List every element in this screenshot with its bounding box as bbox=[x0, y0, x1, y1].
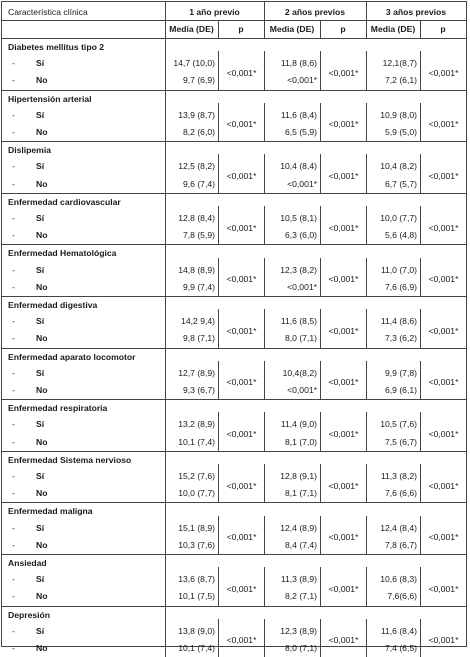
p-value: <0,001* bbox=[226, 67, 257, 78]
group-vline bbox=[165, 399, 166, 451]
group-vline bbox=[320, 309, 321, 347]
media-value: <0,001* bbox=[287, 75, 317, 86]
row-label: Sí bbox=[36, 264, 45, 275]
group-vline bbox=[218, 412, 219, 450]
p-value: <0,001* bbox=[328, 377, 359, 388]
group-separator bbox=[2, 90, 466, 91]
media-value: 12,8 (9,1) bbox=[280, 471, 317, 481]
header-subline bbox=[2, 20, 466, 21]
group-title: Enfermedad Sistema nervioso bbox=[8, 454, 132, 465]
group-title: Enfermedad aparato locomotor bbox=[8, 351, 136, 362]
media-value: 8,2 (6,0) bbox=[182, 127, 215, 137]
group-vline bbox=[264, 516, 265, 554]
group-vline bbox=[264, 258, 265, 296]
media-value: 9,7 (6,9) bbox=[182, 75, 215, 86]
media-value: 7,5 (6,7) bbox=[384, 436, 417, 447]
row-label: Sí bbox=[36, 58, 45, 69]
group-vline bbox=[165, 451, 166, 503]
group-separator bbox=[2, 244, 466, 245]
row-dash: - bbox=[12, 109, 15, 120]
group-vline bbox=[218, 206, 219, 244]
media-value: 15,1 (8,9) bbox=[178, 522, 215, 533]
media-value: 8,1 (7,1) bbox=[284, 488, 317, 499]
media-value: 6,9 (6,1) bbox=[384, 385, 417, 395]
group-vline bbox=[420, 516, 421, 554]
group-vline bbox=[366, 206, 367, 244]
group-vline bbox=[165, 141, 166, 193]
header-media-2: Media (DE) bbox=[269, 24, 315, 34]
group-vline bbox=[264, 206, 265, 244]
row-dash: - bbox=[12, 625, 15, 636]
p-value: <0,001* bbox=[328, 222, 359, 233]
row-dash: - bbox=[12, 539, 15, 550]
media-value: 12,4 (8,9) bbox=[280, 522, 317, 533]
row-dash: - bbox=[12, 488, 15, 499]
header-vline-5 bbox=[320, 20, 321, 38]
row-label: Sí bbox=[36, 109, 45, 120]
p-value: <0,001* bbox=[428, 377, 459, 388]
media-value: 5,6 (4,8) bbox=[384, 230, 417, 241]
media-value: <0,001* bbox=[287, 178, 317, 189]
row-label: No bbox=[36, 127, 48, 137]
p-value: <0,001* bbox=[226, 377, 257, 388]
group-vline bbox=[420, 619, 421, 657]
media-value: 11,6 (8,4) bbox=[380, 625, 417, 636]
group-vline bbox=[366, 103, 367, 141]
media-value: 7,8 (6,7) bbox=[384, 539, 417, 550]
group-vline bbox=[218, 464, 219, 502]
media-value: 8,2 (7,1) bbox=[284, 591, 317, 602]
group-vline bbox=[165, 554, 166, 606]
media-value: 11,6 (8,5) bbox=[280, 316, 317, 327]
media-value: 7,2 (6,1) bbox=[384, 75, 417, 86]
group-vline bbox=[218, 258, 219, 296]
p-value: <0,001* bbox=[226, 583, 257, 594]
row-dash: - bbox=[12, 385, 15, 395]
group-vline bbox=[320, 464, 321, 502]
group-vline bbox=[264, 154, 265, 192]
group-vline bbox=[420, 51, 421, 89]
media-value: 8,0 (7,1) bbox=[284, 643, 317, 653]
group-vline bbox=[366, 258, 367, 296]
p-value: <0,001* bbox=[328, 325, 359, 336]
p-value: <0,001* bbox=[226, 635, 257, 646]
group-vline bbox=[366, 619, 367, 657]
group-vline bbox=[420, 206, 421, 244]
row-label: Sí bbox=[36, 161, 45, 172]
group-vline bbox=[320, 51, 321, 89]
header-characteristic: Característica clínica bbox=[8, 7, 88, 17]
row-label: Sí bbox=[36, 213, 45, 223]
p-value: <0,001* bbox=[428, 583, 459, 594]
media-value: 12,8 (8,4) bbox=[178, 213, 215, 223]
group-title: Depresión bbox=[8, 609, 51, 620]
header-p-1: p bbox=[238, 24, 244, 34]
row-dash: - bbox=[12, 178, 15, 189]
media-value: 5,9 (5,0) bbox=[384, 127, 417, 137]
media-value: 7,8 (5,9) bbox=[182, 230, 215, 241]
group-separator bbox=[2, 141, 466, 142]
row-label: No bbox=[36, 385, 48, 395]
p-value: <0,001* bbox=[328, 119, 359, 130]
group-vline bbox=[264, 464, 265, 502]
group-vline bbox=[165, 348, 166, 400]
p-value: <0,001* bbox=[328, 635, 359, 646]
media-value: 8,0 (7,1) bbox=[284, 333, 317, 344]
media-value: <0,001* bbox=[287, 281, 317, 292]
header-p-2: p bbox=[340, 24, 346, 34]
group-title: Hipertensión arterial bbox=[8, 93, 92, 104]
row-dash: - bbox=[12, 161, 15, 172]
group-vline bbox=[165, 90, 166, 142]
row-dash: - bbox=[12, 436, 15, 447]
p-value: <0,001* bbox=[428, 119, 459, 130]
p-value: <0,001* bbox=[328, 67, 359, 78]
header-vline-4 bbox=[218, 20, 219, 38]
p-value: <0,001* bbox=[226, 532, 257, 543]
row-dash: - bbox=[12, 522, 15, 533]
media-value: 10,5 (8,1) bbox=[280, 213, 317, 223]
media-value: 15,2 (7,6) bbox=[178, 471, 215, 481]
p-value: <0,001* bbox=[226, 171, 257, 181]
media-value: 11,4 (9,0) bbox=[280, 419, 317, 430]
media-value: 9,9 (7,8) bbox=[384, 367, 417, 378]
header-vline-3 bbox=[366, 2, 367, 38]
group-vline bbox=[366, 51, 367, 89]
media-value: 10,0 (7,7) bbox=[380, 213, 417, 223]
group-vline bbox=[320, 567, 321, 605]
media-value: 8,1 (7,0) bbox=[284, 436, 317, 447]
media-value: 7,6 (6,6) bbox=[384, 488, 417, 499]
row-label: Sí bbox=[36, 367, 45, 378]
group-vline bbox=[218, 619, 219, 657]
header-vline-2 bbox=[264, 2, 265, 38]
group-vline bbox=[264, 103, 265, 141]
media-value: 11,4 (8,6) bbox=[380, 316, 417, 327]
row-label: Sí bbox=[36, 625, 45, 636]
row-label: Sí bbox=[36, 471, 45, 481]
group-vline bbox=[320, 619, 321, 657]
group-title: Enfermedad respiratoria bbox=[8, 403, 108, 414]
media-value: 14,7 (10,0) bbox=[173, 58, 215, 69]
media-value: 11,3 (8,2) bbox=[380, 471, 417, 481]
p-value: <0,001* bbox=[328, 171, 359, 181]
group-vline bbox=[165, 606, 166, 657]
media-value: 12,5 (8,2) bbox=[178, 161, 215, 172]
group-title: Diabetes mellitus tipo 2 bbox=[8, 42, 104, 52]
group-vline bbox=[218, 361, 219, 399]
group-separator bbox=[2, 502, 466, 503]
row-label: No bbox=[36, 436, 48, 447]
media-value: 6,7 (5,7) bbox=[384, 178, 417, 189]
row-dash: - bbox=[12, 333, 15, 344]
group-vline bbox=[420, 309, 421, 347]
p-value: <0,001* bbox=[428, 480, 459, 491]
p-value: <0,001* bbox=[226, 222, 257, 233]
row-dash: - bbox=[12, 471, 15, 481]
row-label: No bbox=[36, 281, 48, 292]
row-label: No bbox=[36, 539, 48, 550]
media-value: 13,2 (8,9) bbox=[178, 419, 215, 430]
group-vline bbox=[218, 103, 219, 141]
group-vline bbox=[366, 154, 367, 192]
group-vline bbox=[366, 464, 367, 502]
group-vline bbox=[320, 516, 321, 554]
media-value: 10,1 (7,5) bbox=[178, 591, 215, 602]
p-value: <0,001* bbox=[428, 67, 459, 78]
group-vline bbox=[320, 206, 321, 244]
header-p-3: p bbox=[440, 24, 446, 34]
group-separator bbox=[2, 399, 466, 400]
group-vline bbox=[218, 309, 219, 347]
media-value: 14,8 (8,9) bbox=[178, 264, 215, 275]
group-vline bbox=[420, 103, 421, 141]
header-bottom-line bbox=[2, 38, 466, 39]
media-value: 7,6(6,6) bbox=[387, 591, 417, 602]
row-label: No bbox=[36, 333, 48, 344]
row-label: No bbox=[36, 643, 48, 653]
row-dash: - bbox=[12, 58, 15, 69]
media-value: 10,4 (8,4) bbox=[280, 161, 317, 172]
group-separator bbox=[2, 554, 466, 555]
group-separator bbox=[2, 606, 466, 607]
row-dash: - bbox=[12, 75, 15, 86]
row-label: No bbox=[36, 230, 48, 241]
media-value: 9,9 (7,4) bbox=[182, 281, 215, 292]
row-dash: - bbox=[12, 574, 15, 585]
media-value: 10,3 (7,6) bbox=[178, 539, 215, 550]
group-vline bbox=[264, 309, 265, 347]
row-dash: - bbox=[12, 591, 15, 602]
media-value: 12,7 (8,9) bbox=[178, 367, 215, 378]
media-value: 12,1(8,7) bbox=[382, 58, 417, 69]
row-label: Sí bbox=[36, 574, 45, 585]
group-title: Enfermedad digestiva bbox=[8, 300, 98, 310]
group-vline bbox=[165, 193, 166, 245]
media-value: 10,1 (7,4) bbox=[178, 436, 215, 447]
header-vline-6 bbox=[420, 20, 421, 38]
media-value: 13,6 (8,7) bbox=[178, 574, 215, 585]
header-media-1: Media (DE) bbox=[169, 24, 214, 34]
group-vline bbox=[320, 258, 321, 296]
group-vline bbox=[264, 361, 265, 399]
header-media-3: Media (DE) bbox=[370, 24, 416, 34]
group-title: Enfermedad maligna bbox=[8, 506, 93, 517]
group-vline bbox=[264, 567, 265, 605]
group-vline bbox=[264, 51, 265, 89]
media-value: 8,4 (7,4) bbox=[284, 539, 317, 550]
p-value: <0,001* bbox=[226, 274, 257, 285]
row-dash: - bbox=[12, 213, 15, 223]
media-value: 12,3 (8,2) bbox=[280, 264, 317, 275]
row-dash: - bbox=[12, 230, 15, 241]
p-value: <0,001* bbox=[226, 119, 257, 130]
group-vline bbox=[420, 154, 421, 192]
media-value: 9,3 (6,7) bbox=[182, 385, 215, 395]
group-vline bbox=[320, 361, 321, 399]
group-vline bbox=[165, 244, 166, 296]
group-vline bbox=[264, 619, 265, 657]
group-vline bbox=[366, 516, 367, 554]
media-value: 10,1 (7,4) bbox=[178, 643, 215, 653]
media-value: 7,6 (6,9) bbox=[384, 281, 417, 292]
p-value: <0,001* bbox=[328, 583, 359, 594]
group-title: Ansiedad bbox=[8, 558, 47, 568]
media-value: 6,3 (6,0) bbox=[284, 230, 317, 241]
p-value: <0,001* bbox=[428, 325, 459, 336]
group-vline bbox=[264, 412, 265, 450]
media-value: 10,5 (7,6) bbox=[380, 419, 417, 430]
media-value: 13,8 (9,0) bbox=[178, 625, 215, 636]
group-vline bbox=[320, 103, 321, 141]
media-value: 10,0 (7,7) bbox=[178, 488, 215, 499]
group-vline bbox=[420, 361, 421, 399]
p-value: <0,001* bbox=[226, 429, 257, 439]
p-value: <0,001* bbox=[428, 532, 459, 543]
row-dash: - bbox=[12, 316, 15, 327]
row-dash: - bbox=[12, 281, 15, 292]
row-dash: - bbox=[12, 419, 15, 430]
group-separator bbox=[2, 348, 466, 349]
p-value: <0,001* bbox=[328, 429, 359, 439]
group-vline bbox=[218, 516, 219, 554]
p-value: <0,001* bbox=[328, 480, 359, 491]
p-value: <0,001* bbox=[428, 171, 459, 181]
media-value: 10,9 (8,0) bbox=[380, 109, 417, 120]
p-value: <0,001* bbox=[428, 429, 459, 439]
media-value: 13,9 (8,7) bbox=[178, 109, 215, 120]
p-value: <0,001* bbox=[428, 222, 459, 233]
group-title: Enfermedad Hematológica bbox=[8, 248, 117, 259]
clinical-characteristics-table bbox=[1, 1, 467, 653]
group-vline bbox=[320, 412, 321, 450]
group-vline bbox=[366, 361, 367, 399]
row-label: No bbox=[36, 75, 48, 86]
media-value: 14,2 9,4) bbox=[181, 316, 215, 327]
group-title: Enfermedad cardiovascular bbox=[8, 196, 121, 207]
group-vline bbox=[366, 412, 367, 450]
p-value: <0,001* bbox=[226, 325, 257, 336]
group-vline bbox=[420, 464, 421, 502]
media-value: 10,6 (8,3) bbox=[380, 574, 417, 585]
group-vline bbox=[420, 412, 421, 450]
header-period-3: 3 años previos bbox=[385, 7, 447, 17]
group-vline bbox=[366, 309, 367, 347]
media-value: 11,6 (8,4) bbox=[280, 109, 317, 120]
p-value: <0,001* bbox=[428, 635, 459, 646]
row-label: No bbox=[36, 178, 48, 189]
group-vline bbox=[366, 567, 367, 605]
media-value: 7,4 (6,5) bbox=[384, 643, 417, 653]
row-label: No bbox=[36, 591, 48, 602]
group-vline bbox=[420, 258, 421, 296]
row-label: Sí bbox=[36, 419, 45, 430]
media-value: 11,3 (8,9) bbox=[280, 574, 317, 585]
row-dash: - bbox=[12, 643, 15, 653]
media-value: 11,8 (8,6) bbox=[280, 58, 317, 69]
group-separator bbox=[2, 193, 466, 194]
group-vline bbox=[420, 567, 421, 605]
media-value: 10,4 (8,2) bbox=[380, 161, 417, 172]
row-dash: - bbox=[12, 264, 15, 275]
group-vline bbox=[320, 154, 321, 192]
p-value: <0,001* bbox=[328, 532, 359, 543]
row-label: Sí bbox=[36, 522, 45, 533]
group-vline bbox=[165, 502, 166, 554]
group-vline bbox=[218, 567, 219, 605]
p-value: <0,001* bbox=[428, 274, 459, 285]
media-value: 11,0 (7,0) bbox=[380, 264, 417, 275]
header-vline-1 bbox=[165, 2, 166, 38]
row-dash: - bbox=[12, 367, 15, 378]
group-vline bbox=[218, 154, 219, 192]
group-vline bbox=[165, 296, 166, 348]
row-label: Sí bbox=[36, 316, 45, 327]
media-value: 10,4(8,2) bbox=[282, 367, 317, 378]
media-value: 6,5 (5,9) bbox=[284, 127, 317, 137]
group-separator bbox=[2, 451, 466, 452]
group-separator bbox=[2, 296, 466, 297]
media-value: 7,3 (6,2) bbox=[384, 333, 417, 344]
media-value: 9,8 (7,1) bbox=[182, 333, 215, 344]
media-value: 12,3 (8,9) bbox=[280, 625, 317, 636]
header-period-2: 2 años previos bbox=[284, 7, 346, 17]
media-value: 12,4 (8,4) bbox=[380, 522, 417, 533]
p-value: <0,001* bbox=[226, 480, 257, 491]
group-vline bbox=[165, 38, 166, 90]
media-value: 9,6 (7,4) bbox=[182, 178, 215, 189]
group-vline bbox=[218, 51, 219, 89]
header-period-1: 1 año previo bbox=[189, 7, 240, 17]
row-label: No bbox=[36, 488, 48, 499]
row-dash: - bbox=[12, 127, 15, 137]
media-value: <0,001* bbox=[287, 385, 317, 395]
group-title: Dislipemia bbox=[8, 145, 51, 156]
p-value: <0,001* bbox=[328, 274, 359, 285]
